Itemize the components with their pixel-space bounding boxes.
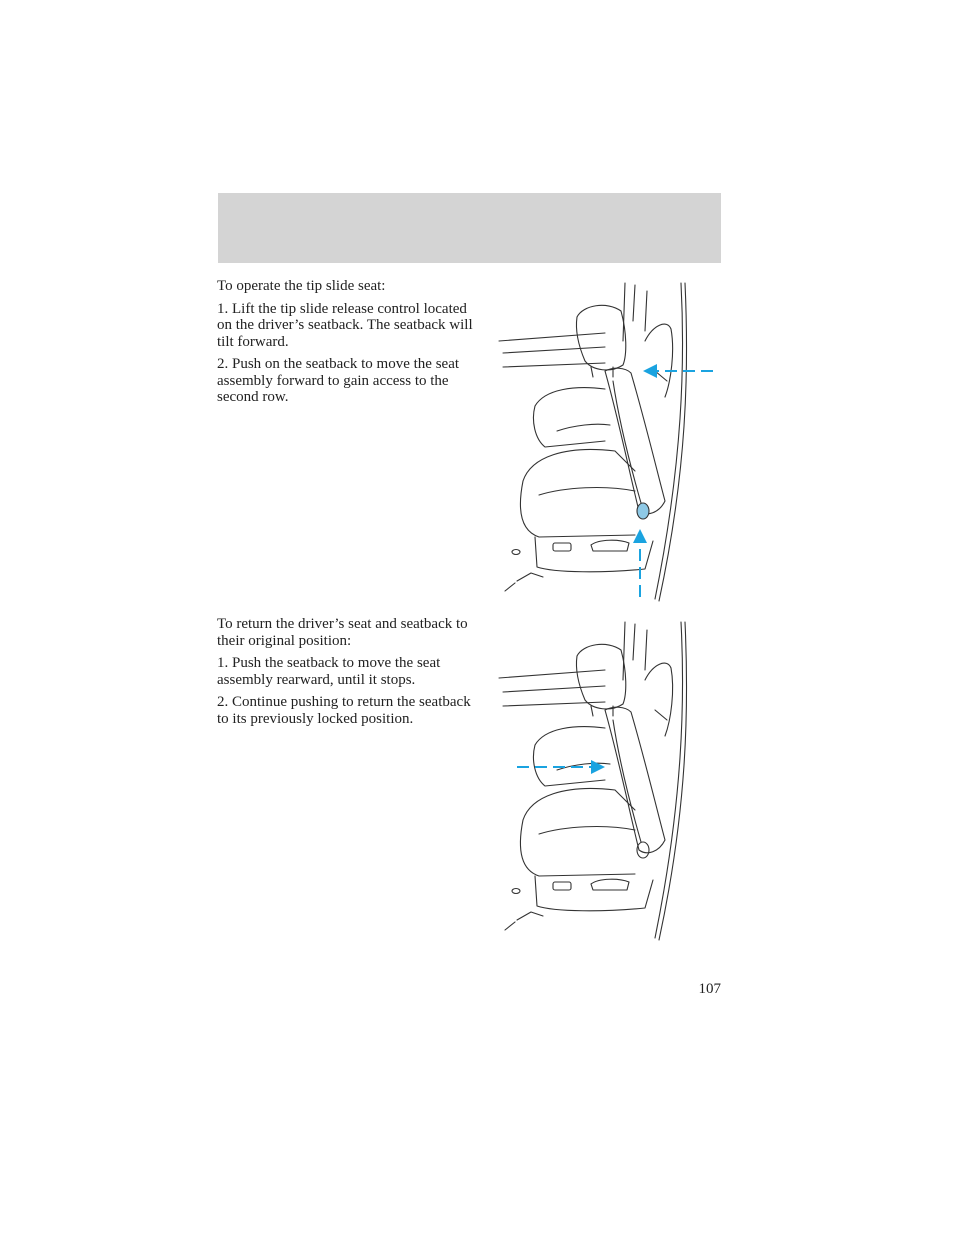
instructions-intro: To operate the tip slide seat: <box>217 278 386 294</box>
seat-tilt-forward-illustration <box>495 281 720 603</box>
instruction-step-2: 2. Push on the seatback to move the seat assembly forward to gain access to the second row. <box>217 356 460 405</box>
page-number: 107 <box>698 981 721 997</box>
instructions-return-seat <box>217 616 479 733</box>
section-header-band <box>218 193 721 263</box>
instruction-step-2: 2. Continue pushing to return the seatback to its previously locked position. <box>217 694 471 727</box>
instructions-tip-slide <box>217 278 479 412</box>
instructions-intro: To return the driver’s seat and seatback to their original position: <box>217 616 468 649</box>
instruction-step-1: 1. Push the seatback to move the seat assembly rearward, until it stops. <box>217 655 441 688</box>
seat-return-illustration <box>495 620 720 942</box>
instruction-step-1: 1. Lift the tip slide release control located on the driver’s seatback. The seatback will tilt forward. <box>217 300 473 350</box>
